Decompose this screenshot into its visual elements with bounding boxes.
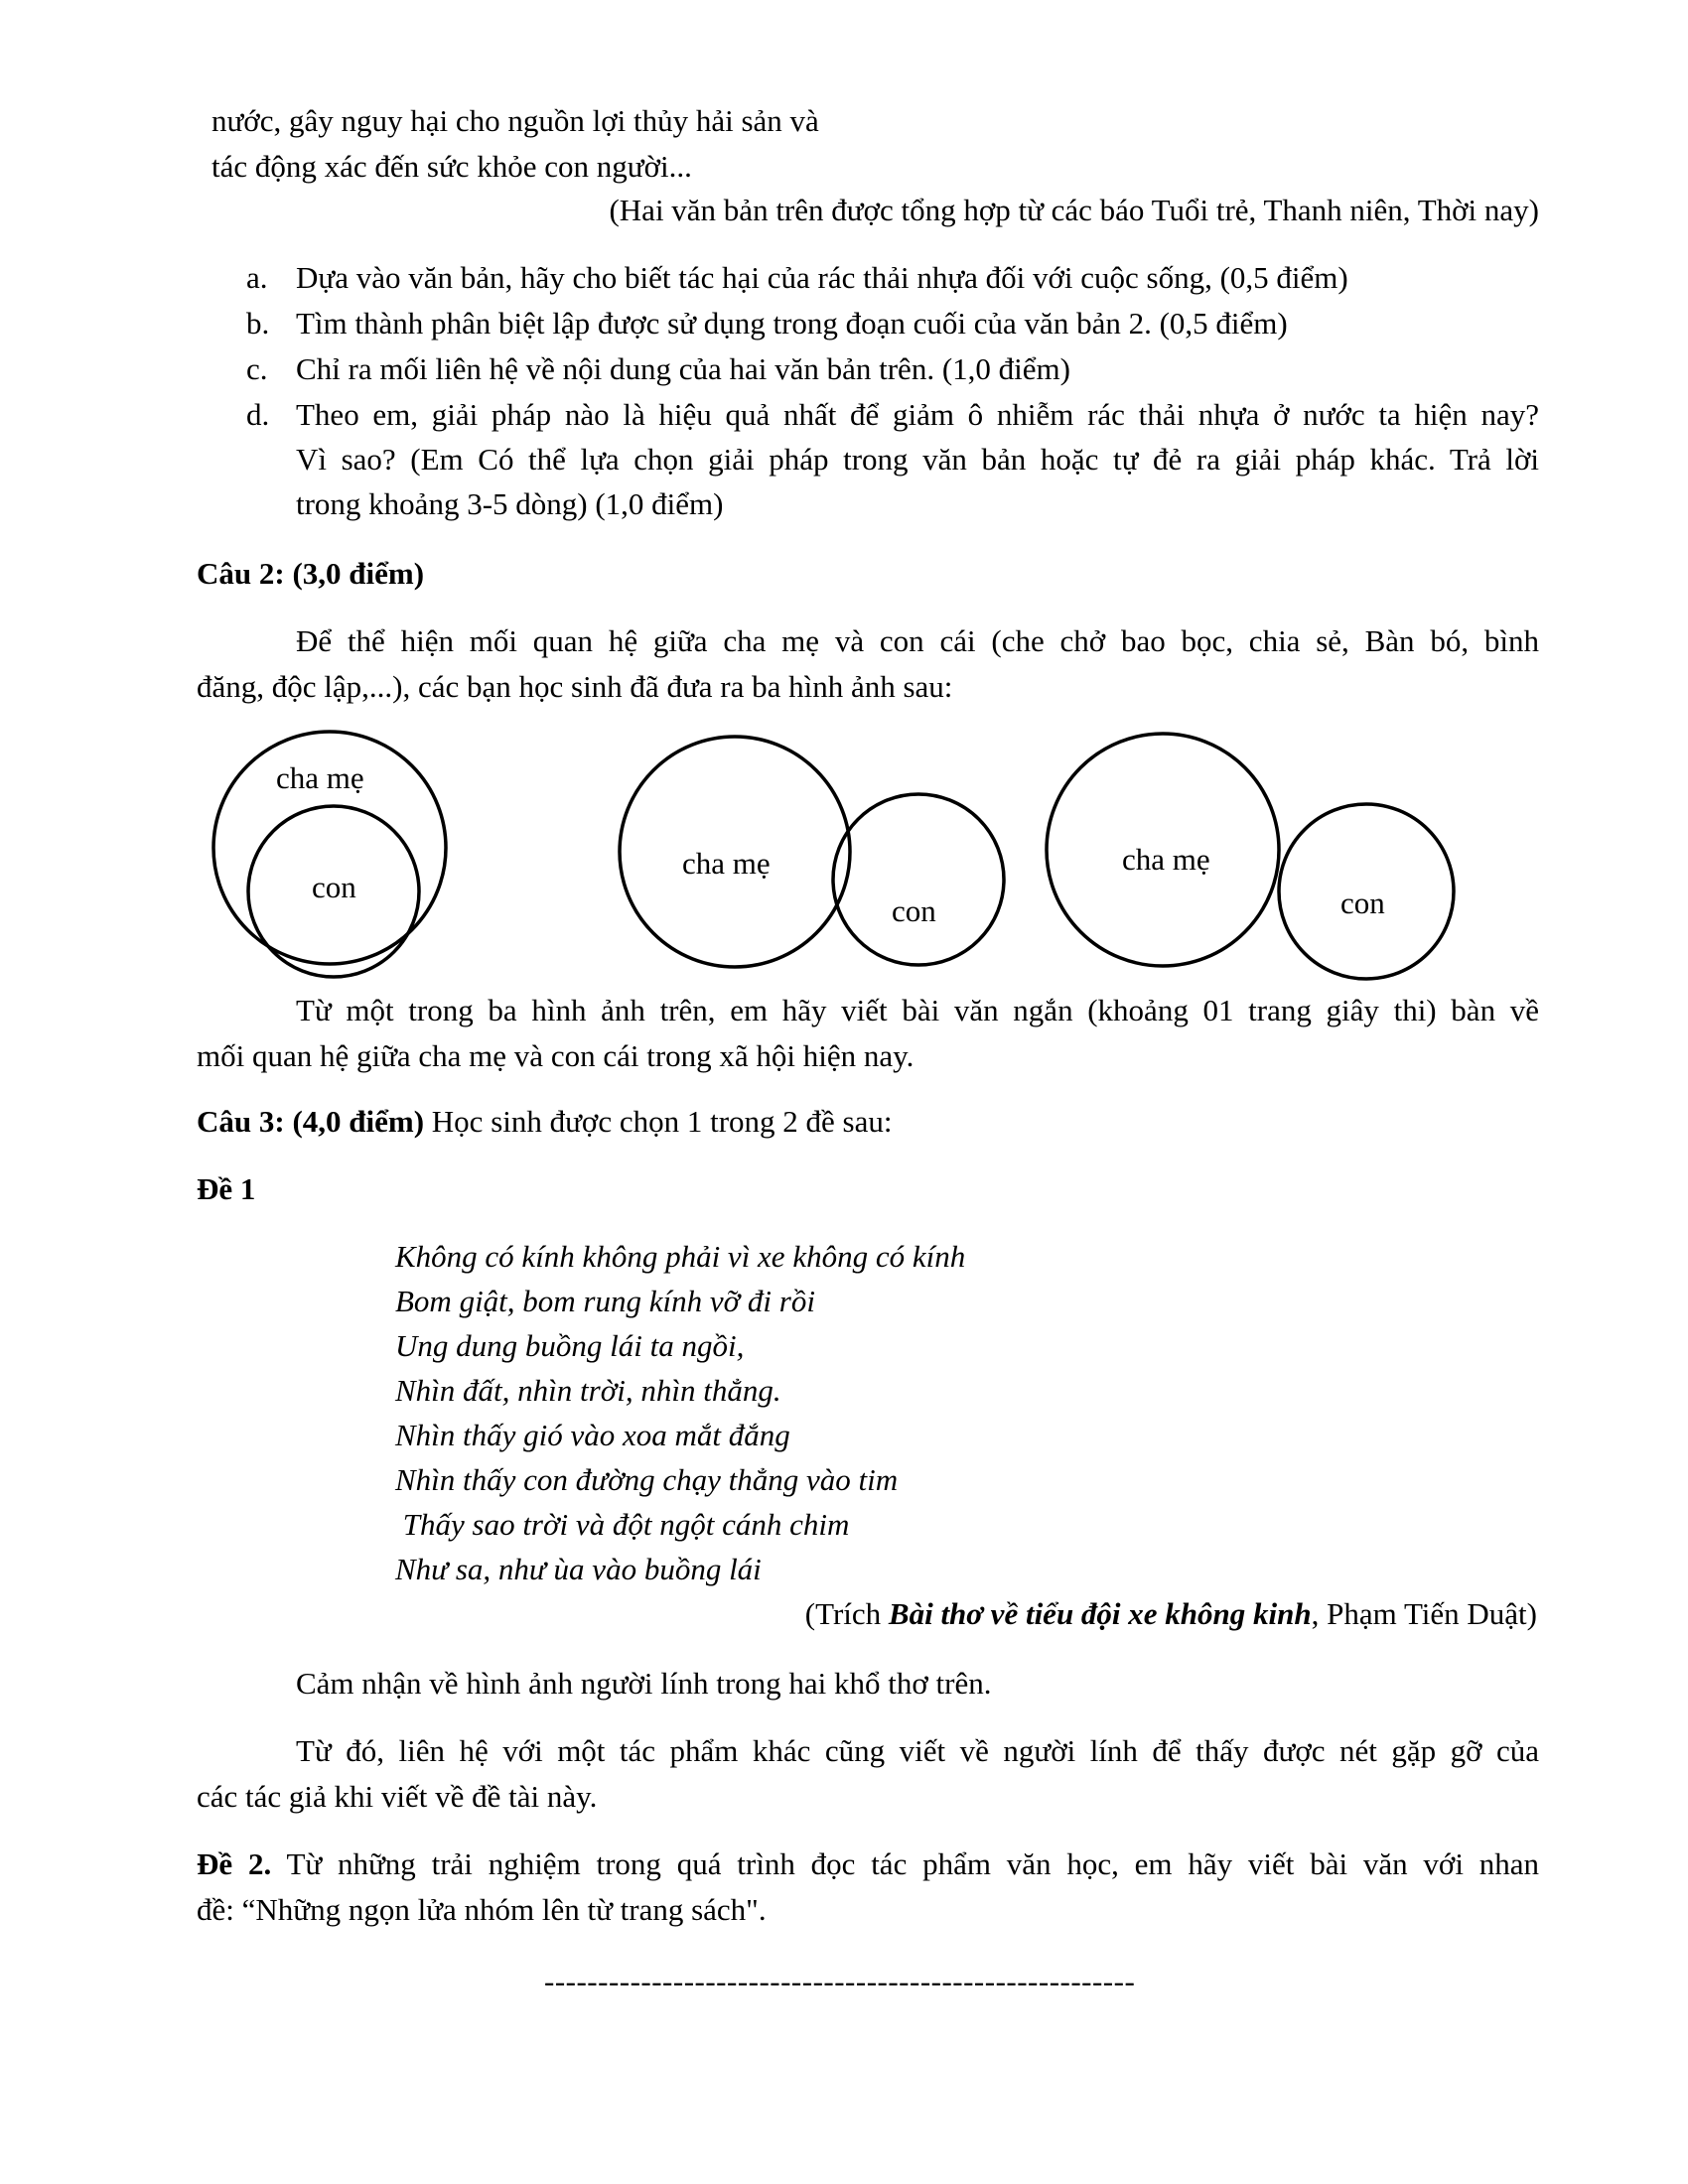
poem-citation	[805, 1592, 1537, 1636]
diagram-touching	[1047, 734, 1454, 979]
parent-label: cha mẹ	[682, 846, 771, 881]
de2-line1	[197, 1843, 1539, 1886]
de2-line2: đề: “Những ngọn lửa nhóm lên từ trang sách".	[197, 1892, 767, 1927]
citation-prefix: (Trích	[804, 1596, 889, 1631]
citation-title: Bài thơ về tiểu đội xe không kinh	[888, 1596, 1312, 1631]
question-b-text: Tìm thành phân biệt lập được sử dụng trong đoạn cuối của văn bản 2. (0,5 điểm)	[296, 306, 1288, 341]
child-label: con	[1340, 886, 1385, 920]
de1-heading: Đề 1	[197, 1171, 256, 1206]
task-2-line1: Từ đó, liên hệ với một tác phẩm khác cũng viết về người lính để thấy được nét gặp gỡ của	[296, 1733, 1539, 1768]
poem-line: Bom giật, bom rung kính vỡ đi rồi	[395, 1284, 815, 1318]
intro-source: (Hai văn bản trên được tổng hợp từ các báo Tuổi trẻ, Thanh niên, Thời nay)	[609, 193, 1539, 227]
cau2-heading: Câu 2: (3,0 điểm)	[197, 556, 425, 591]
poem-line: Thấy sao trời và đột ngột cánh chim	[395, 1507, 850, 1542]
relationship-diagrams	[0, 0, 1688, 993]
intro-line-2: tác động xác đến sức khỏe con người...	[211, 149, 692, 184]
footer-rule: -------------------------------------------------------	[544, 1964, 1136, 1998]
child-circle	[833, 794, 1004, 965]
cau3-intro-line	[197, 1100, 892, 1144]
diagram-nested	[213, 732, 446, 977]
task-1: Cảm nhận về hình ảnh người lính trong hai khổ thơ trên.	[296, 1666, 992, 1701]
question-d-line-3: trong khoảng 3-5 dòng) (1,0 điểm)	[296, 486, 724, 521]
parent-label: cha mẹ	[1122, 842, 1210, 877]
cau2-para2-line2: mối quan hệ giữa cha mẹ và con cái trong xã hội hiện nay.	[197, 1038, 914, 1073]
poem-line: Không có kính không phải vì xe không có kính	[395, 1239, 966, 1274]
de2-heading: Đề 2.	[197, 1846, 272, 1881]
question-a-label: a.	[246, 260, 268, 295]
cau2-para2-line1: Từ một trong ba hình ảnh trên, em hãy viết bài văn ngắn (khoảng 01 trang giây thi) bàn về	[296, 993, 1539, 1027]
question-c-text: Chỉ ra mối liên hệ về nội dung của hai văn bản trên. (1,0 điểm)	[296, 351, 1070, 386]
question-c-label: c.	[246, 351, 268, 386]
task-2-line2: các tác giả khi viết về đề tài này.	[197, 1779, 598, 1814]
poem-line: Ung dung buồng lái ta ngồi,	[395, 1328, 745, 1363]
poem-line: Nhìn thấy gió vào xoa mắt đắng	[395, 1418, 790, 1452]
question-a-text: Dựa vào văn bản, hãy cho biết tác hại của rác thải nhựa đối với cuộc sống, (0,5 điểm)	[296, 260, 1348, 295]
parent-label: cha mẹ	[276, 760, 364, 795]
poem-line: Nhìn thấy con đường chạy thẳng vào tim	[395, 1462, 899, 1497]
poem-line: Nhìn đất, nhìn trời, nhìn thẳng.	[395, 1373, 781, 1408]
question-d-line-1: Theo em, giải pháp nào là hiệu quả nhất để giảm ô nhiễm rác thải nhựa ở nước ta hiện nay?	[296, 397, 1539, 432]
citation-suffix: , Phạm Tiến Duật)	[1311, 1596, 1537, 1631]
intro-line-1: nước, gây nguy hại cho nguồn lợi thủy hải sản và	[211, 103, 819, 138]
diagram-overlapping	[620, 737, 1004, 967]
cau2-para1-line2: đăng, độc lập,...), các bạn học sinh đã đưa ra ba hình ảnh sau:	[197, 669, 953, 704]
cau2-para1-line1: Để thể hiện mối quan hệ giữa cha mẹ và con cái (che chở bao bọc, chia sẻ, Bàn bó, bình	[296, 623, 1539, 658]
child-label: con	[312, 870, 356, 904]
poem-line: Như sa, như ùa vào buồng lái	[395, 1552, 762, 1586]
question-d-line-2: Vì sao? (Em Có thể lựa chọn giải pháp trong văn bản hoặc tự đẻ ra giải pháp khác. Trả lời	[296, 442, 1539, 477]
question-d-label: d.	[246, 397, 270, 432]
cau3-heading: Câu 3: (4,0 điểm)	[197, 1104, 425, 1139]
de2-text: Từ những trải nghiệm trong quá trình đọc tác phẩm văn học, em hãy viết bài văn với nhan	[271, 1846, 1539, 1881]
question-b-label: b.	[246, 306, 270, 341]
child-label: con	[892, 893, 936, 928]
cau3-intro: Học sinh được chọn 1 trong 2 đề sau:	[424, 1104, 893, 1139]
